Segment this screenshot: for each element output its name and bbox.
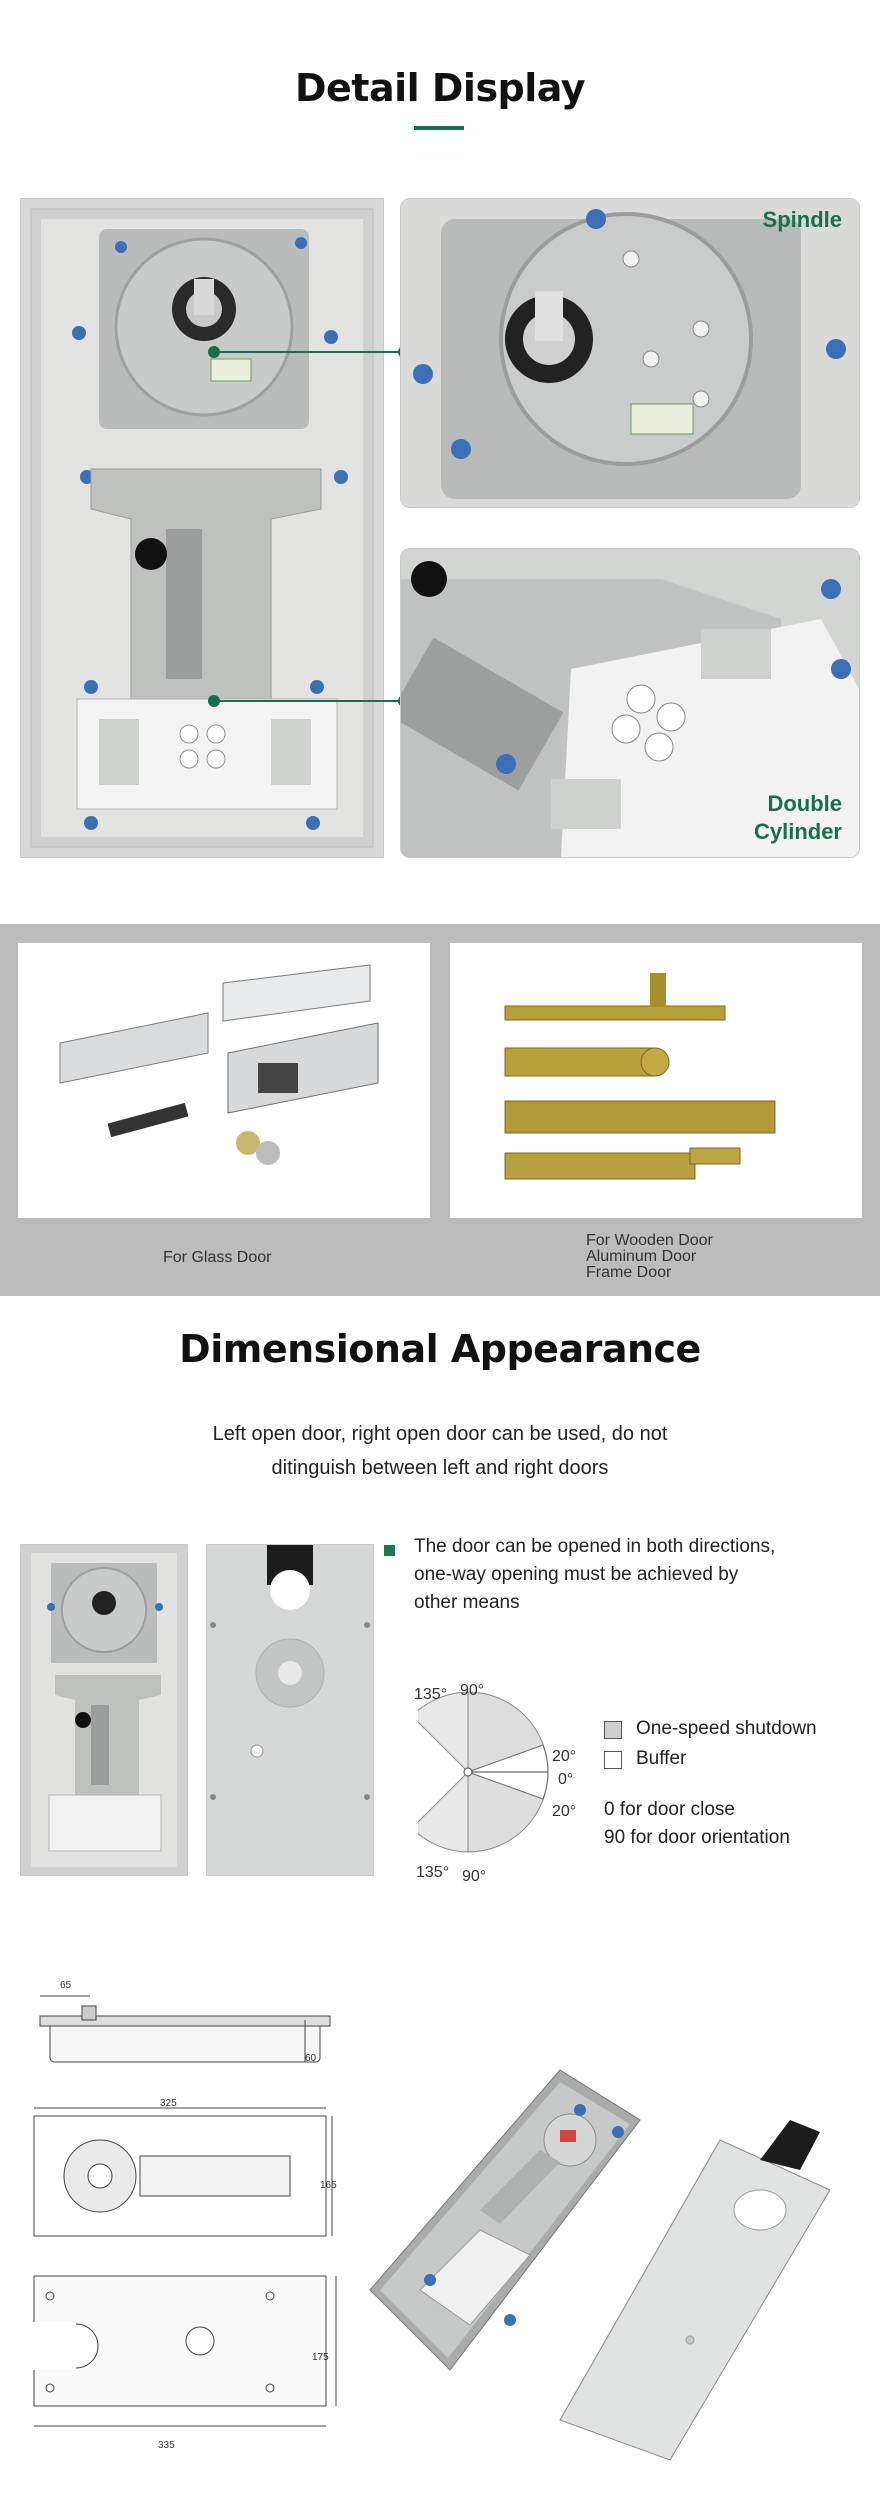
bidirectional-note bbox=[414, 1533, 854, 1617]
angle-label-0: 0° bbox=[558, 1771, 574, 1788]
glass-door-card bbox=[18, 943, 430, 1218]
floor-spring-cover-view bbox=[206, 1544, 374, 1876]
other-door-caption bbox=[586, 1233, 713, 1281]
technical-drawing-set bbox=[20, 1976, 350, 2476]
angle-label-20-bottom: 20° bbox=[552, 1803, 577, 1820]
floor-spring-open-view bbox=[20, 1544, 188, 1876]
angle-notes bbox=[604, 1796, 790, 1852]
subtitle-line-1: Left open door, right open door can be used, do not bbox=[212, 1423, 668, 1445]
angle-label-20-top: 20° bbox=[552, 1748, 577, 1765]
double-cylinder-label-line1: Double bbox=[767, 791, 842, 816]
dimensional-appearance-title: Dimensional Appearance bbox=[179, 1327, 701, 1371]
floor-spring-main-photo bbox=[20, 198, 384, 858]
legend-swatch-buffer bbox=[604, 1751, 622, 1769]
double-cylinder-label bbox=[700, 790, 842, 846]
dim-label-325: 325 bbox=[160, 2098, 177, 2109]
dim-label-165: 165 bbox=[320, 2180, 337, 2191]
cylinder-connector-dot-left bbox=[208, 695, 220, 707]
wooden-door-caption: For Wooden Door bbox=[586, 1232, 713, 1249]
legend-swatch-shutdown bbox=[604, 1721, 622, 1739]
title-underline bbox=[414, 126, 464, 130]
spindle-connector-dot-left bbox=[208, 346, 220, 358]
frame-door-caption: Frame Door bbox=[586, 1264, 672, 1281]
detail-display-title: Detail Display bbox=[294, 66, 586, 110]
dim-label-65: 65 bbox=[60, 1980, 72, 1991]
double-cylinder-label-line2: Cylinder bbox=[753, 819, 842, 844]
floor-spring-3d-render bbox=[360, 2040, 860, 2460]
dim-label-335: 335 bbox=[158, 2440, 175, 2451]
subtitle-line-2: ditinguish between left and right doors bbox=[271, 1457, 609, 1479]
legend-label-buffer: Buffer bbox=[636, 1748, 687, 1769]
angle-label-90-top: 90° bbox=[460, 1682, 485, 1699]
legend-label-shutdown: One-speed shutdown bbox=[636, 1718, 817, 1739]
dimensional-subtitle bbox=[0, 1417, 880, 1485]
angle-label-90-bottom: 90° bbox=[462, 1868, 487, 1885]
angle-note-close: 0 for door close bbox=[604, 1799, 735, 1820]
glass-door-caption: For Glass Door bbox=[163, 1249, 272, 1266]
bidirectional-note-line1: The door can be opened in both directions, bbox=[414, 1536, 776, 1557]
dim-label-175: 175 bbox=[312, 2352, 329, 2363]
spindle-label: Spindle bbox=[762, 207, 842, 232]
cylinder-connector-line bbox=[214, 700, 404, 702]
angle-note-orientation: 90 for door orientation bbox=[604, 1827, 790, 1848]
bullet-square bbox=[384, 1545, 395, 1556]
angle-label-135-top: 135° bbox=[414, 1686, 448, 1703]
bidirectional-note-line2: one-way opening must be achieved by bbox=[414, 1564, 739, 1585]
wooden-door-card bbox=[450, 943, 862, 1218]
aluminum-door-caption: Aluminum Door bbox=[586, 1248, 697, 1265]
angle-label-135-bottom: 135° bbox=[416, 1864, 450, 1881]
spindle-connector-line bbox=[214, 351, 404, 353]
spindle-closeup-photo bbox=[400, 198, 860, 508]
bidirectional-note-line3: other means bbox=[414, 1592, 520, 1613]
dim-label-60: 60 bbox=[305, 2053, 317, 2064]
